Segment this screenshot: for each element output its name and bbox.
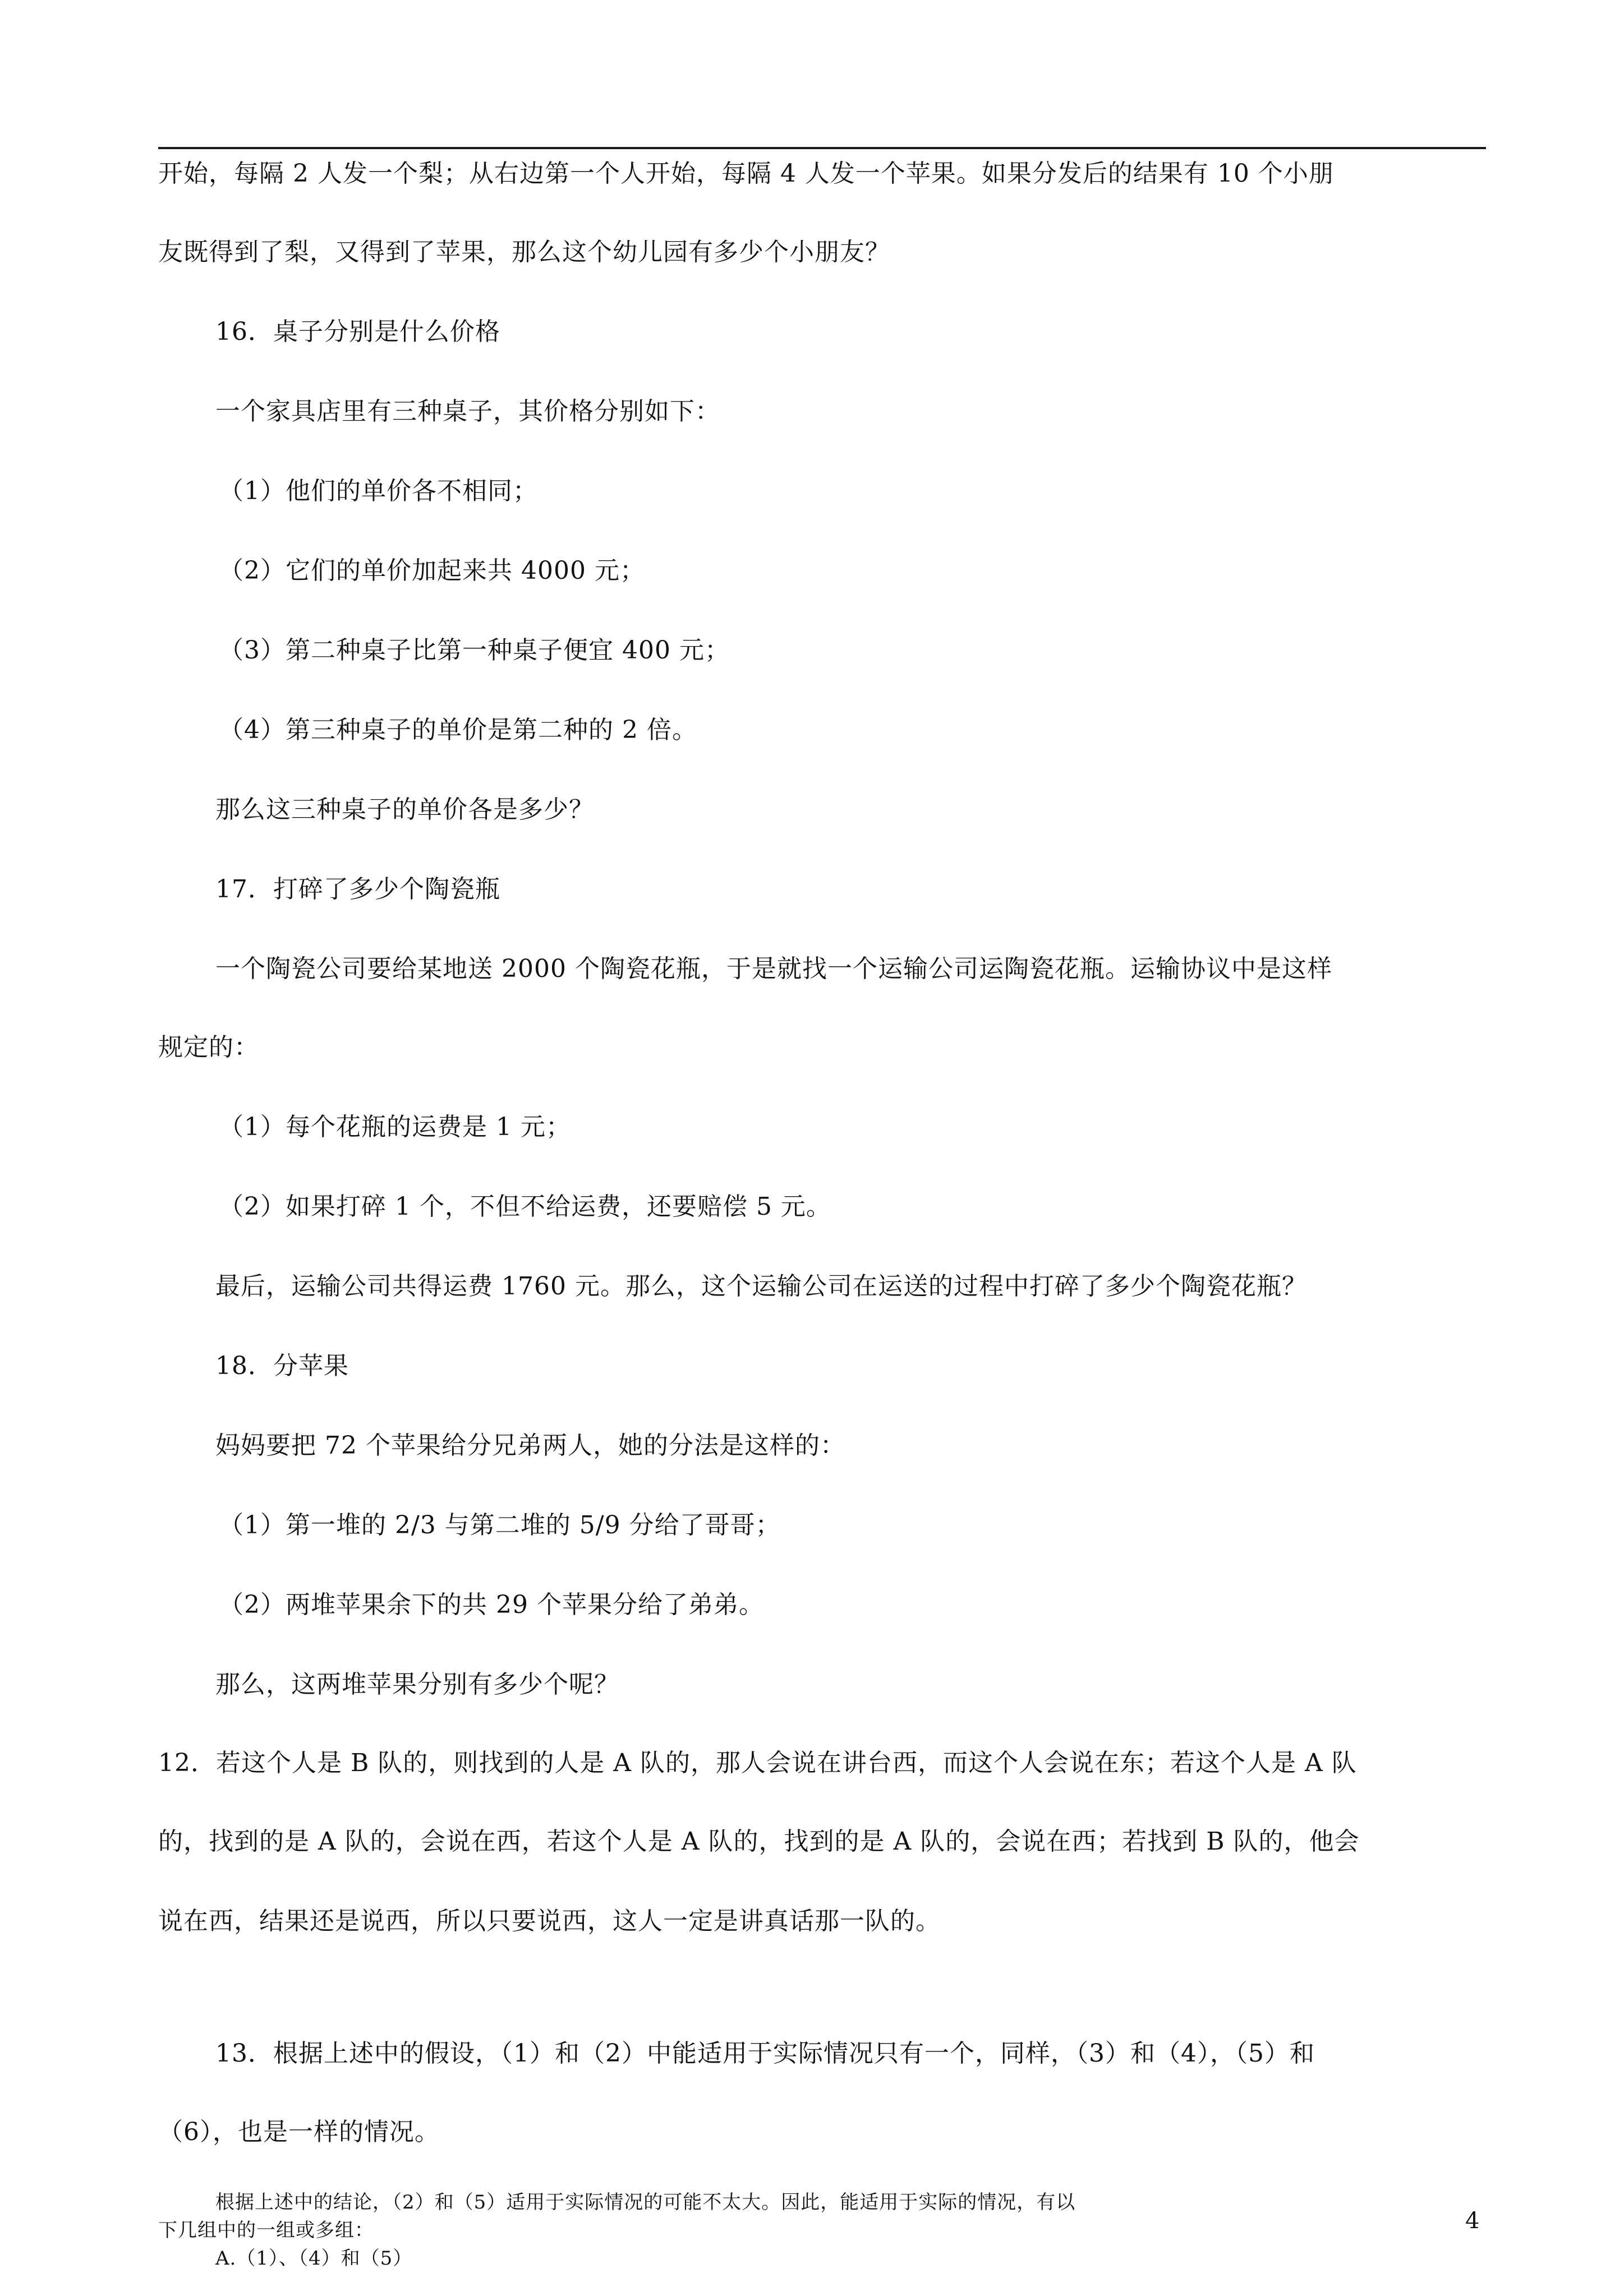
- answer-line: 的，找到的是 A 队的，会说在西，若这个人是 A 队的，找到的是 A 队的，会说在西；若找到 B 队的，他会: [158, 1827, 1360, 1856]
- text-line: 一个陶瓷公司要给某地送 2000 个陶瓷花瓶，于是就找一个运输公司运陶瓷花瓶。运输协议中是这样: [215, 955, 1332, 983]
- text-line: 一个家具店里有三种桌子，其价格分别如下：: [215, 397, 720, 426]
- list-item: （1）每个花瓶的运费是 1 元；: [219, 1113, 571, 1141]
- text-line: 友既得到了梨，又得到了苹果，那么这个幼儿园有多少个小朋友？: [158, 238, 890, 266]
- list-item: （4）第三种桌子的单价是第二种的 2 倍。: [219, 716, 697, 744]
- question-heading: 16．桌子分别是什么价格: [215, 317, 500, 346]
- text-line: 那么这三种桌子的单价各是多少？: [215, 795, 594, 824]
- list-item: （2）它们的单价加起来共 4000 元；: [219, 556, 645, 585]
- option-line: A.（1）、（4）和（5）: [215, 2247, 413, 2270]
- answer-line: 根据上述中的结论，（2）和（5）适用于实际情况的可能不太大。因此，能适用于实际的情况，有以: [215, 2191, 1076, 2214]
- page-number: 4: [1465, 2208, 1480, 2234]
- text-line: 开始，每隔 2 人发一个梨；从右边第一个人开始，每隔 4 人发一个苹果。如果分发后的结果有 10 个小朋: [158, 159, 1334, 188]
- question-heading: 17．打碎了多少个陶瓷瓶: [215, 875, 500, 903]
- text-line: 那么，这两堆苹果分别有多少个呢？: [215, 1670, 619, 1699]
- answer-line: 12．若这个人是 B 队的，则找到的人是 A 队的，那人会说在讲台西，而这个人会说在东；若这个人是 A 队: [158, 1749, 1357, 1777]
- answer-line: （6），也是一样的情况。: [158, 2118, 440, 2146]
- list-item: （1）第一堆的 2/3 与第二堆的 5/9 分给了哥哥；: [219, 1511, 781, 1539]
- text-line: 妈妈要把 72 个苹果给分兄弟两人，她的分法是这样的：: [215, 1431, 845, 1460]
- answer-line: 下几组中的一组或多组：: [158, 2219, 374, 2242]
- answer-line: 13．根据上述中的假设，（1）和（2）中能适用于实际情况只有一个，同样，（3）和（4），（5）和: [215, 2039, 1315, 2068]
- list-item: （1）他们的单价各不相同；: [219, 477, 538, 505]
- question-heading: 18．分苹果: [215, 1352, 349, 1380]
- answer-line: 说在西，结果还是说西，所以只要说西，这人一定是讲真话那一队的。: [158, 1907, 941, 1935]
- text-line: 最后，运输公司共得运费 1760 元。那么，这个运输公司在运送的过程中打碎了多少个陶瓷花瓶？: [215, 1272, 1307, 1301]
- list-item: （3）第二种桌子比第一种桌子便宜 400 元；: [219, 636, 730, 665]
- header-rule: [158, 147, 1486, 149]
- list-item: （2）两堆苹果余下的共 29 个苹果分给了弟弟。: [219, 1590, 764, 1619]
- text-line: 规定的：: [158, 1033, 259, 1062]
- list-item: （2）如果打碎 1 个，不但不给运费，还要赔偿 5 元。: [219, 1192, 831, 1221]
